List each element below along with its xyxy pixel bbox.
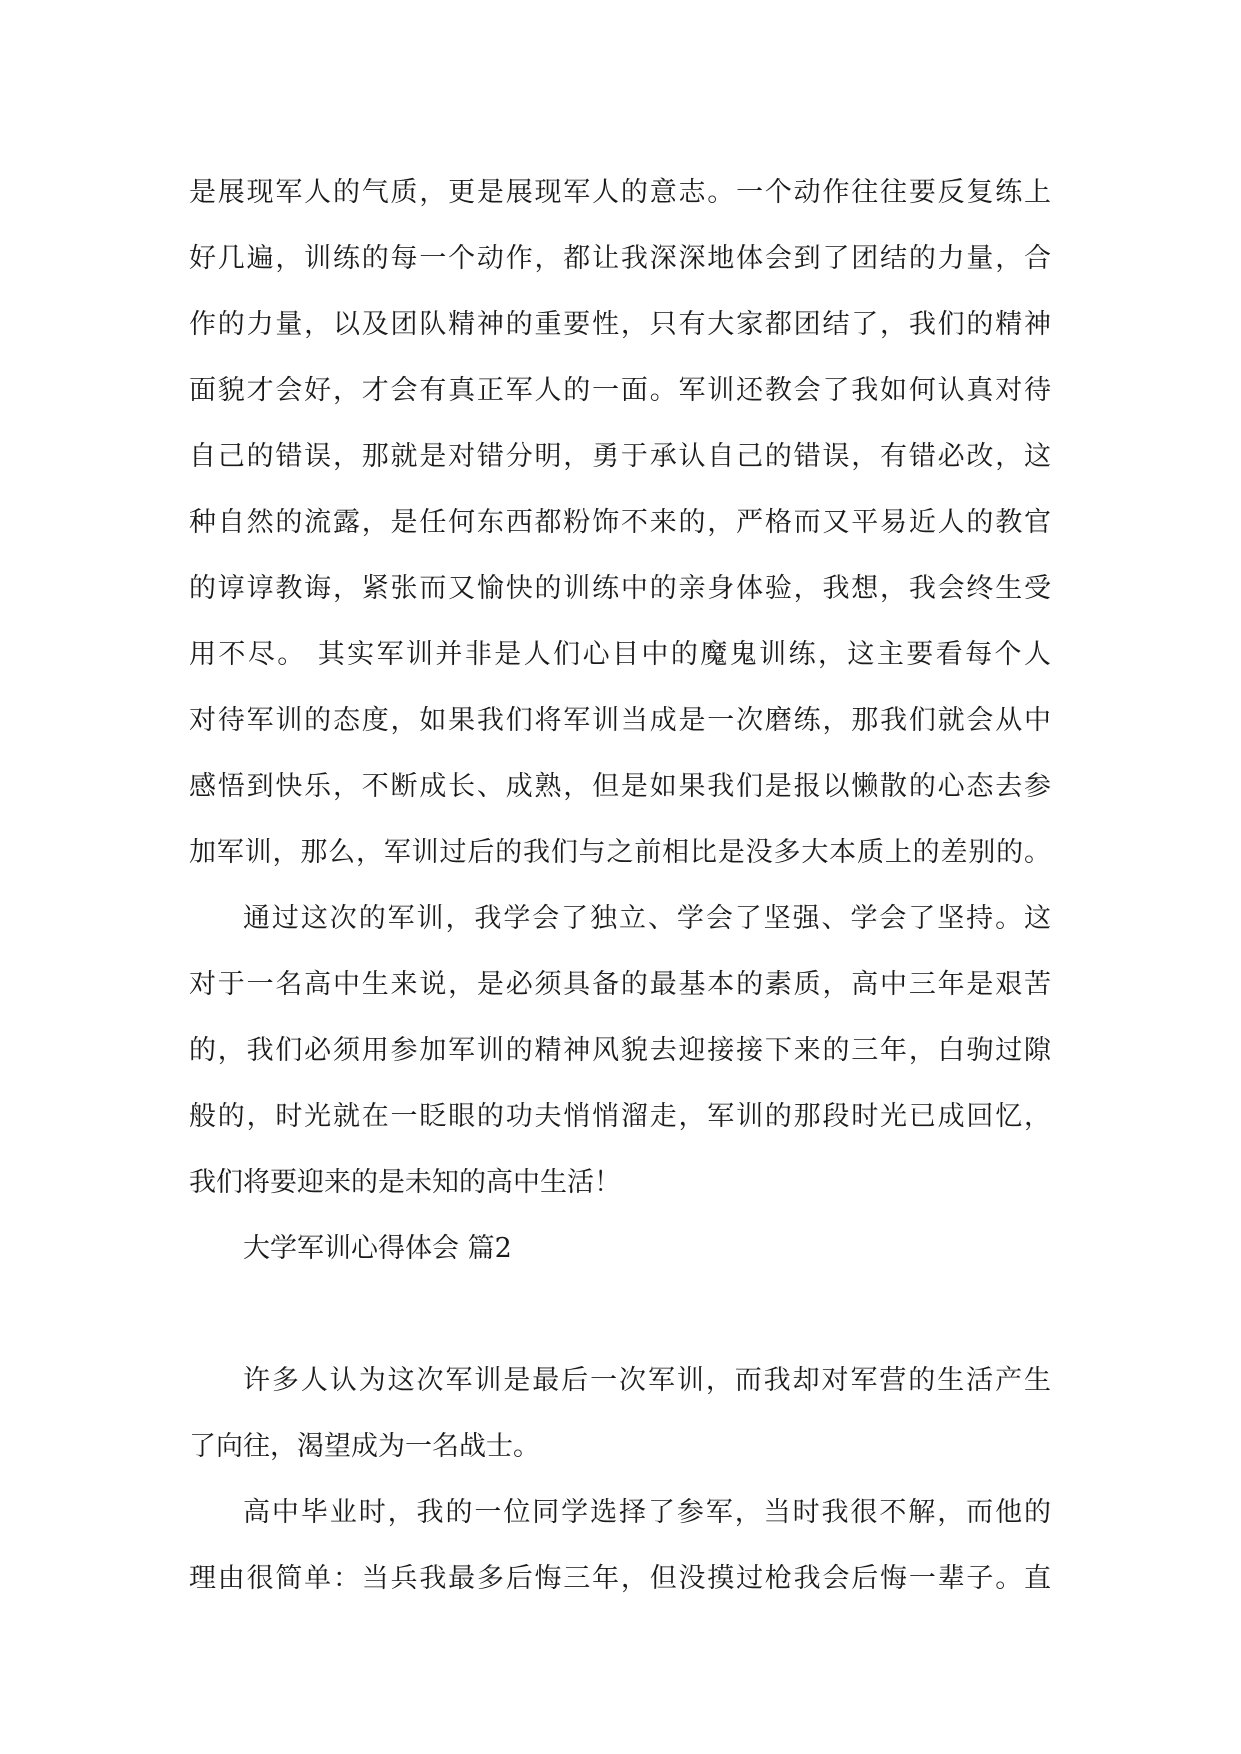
text-line: 面貌才会好，才会有真正军人的一面。军训还教会了我如何认真对待: [189, 375, 1051, 406]
text-line: 感悟到快乐，不断成长、成熟，但是如果我们是报以懒散的心态去参: [189, 771, 1051, 802]
paragraph: [189, 886, 1051, 1216]
text-line: 许多人认为这次军训是最后一次军训，而我却对军营的生活产生: [243, 1365, 1051, 1396]
paragraph: [189, 160, 1051, 886]
paragraph: [189, 1480, 1051, 1612]
blank-line: [189, 1282, 1051, 1348]
paragraph: [189, 1348, 1051, 1480]
text-line: 的，我们必须用参加军训的精神风貌去迎接接下来的三年，白驹过隙: [189, 1035, 1051, 1066]
text-line: 对于一名高中生来说，是必须具备的最基本的素质，高中三年是艰苦: [189, 969, 1051, 1000]
text-line: 的谆谆教诲，紧张而又愉快的训练中的亲身体验，我想，我会终生受: [189, 573, 1051, 604]
text-line: 好几遍，训练的每一个动作，都让我深深地体会到了团结的力量，合: [189, 243, 1051, 274]
text-line: 用不尽。 其实军训并非是人们心目中的魔鬼训练，这主要看每个人: [189, 639, 1051, 670]
document-body: [189, 160, 1051, 1612]
text-line: 高中毕业时，我的一位同学选择了参军，当时我很不解，而他的: [243, 1497, 1051, 1528]
text-line: 是展现军人的气质，更是展现军人的意志。一个动作往往要反复练上: [189, 177, 1051, 208]
heading-text: 大学军训心得体会 篇2: [243, 1233, 512, 1264]
text-line: 自己的错误，那就是对错分明，勇于承认自己的错误，有错必改，这: [189, 441, 1051, 472]
text-line: 作的力量，以及团队精神的重要性，只有大家都团结了，我们的精神: [189, 309, 1051, 340]
text-line: 对待军训的态度，如果我们将军训当成是一次磨练，那我们就会从中: [189, 705, 1051, 736]
text-line: 我们将要迎来的是未知的高中生活！: [189, 1167, 621, 1198]
text-line: 加军训，那么，军训过后的我们与之前相比是没多大本质上的差别的。: [189, 837, 1051, 868]
text-line: 通过这次的军训，我学会了独立、学会了坚强、学会了坚持。这: [243, 903, 1051, 934]
text-line: 理由很简单：当兵我最多后悔三年，但没摸过枪我会后悔一辈子。直: [189, 1563, 1051, 1594]
text-line: 了向往，渴望成为一名战士。: [189, 1431, 540, 1462]
text-line: 般的，时光就在一眨眼的功夫悄悄溜走，军训的那段时光已成回忆，: [189, 1101, 1051, 1132]
text-line: 种自然的流露，是任何东西都粉饰不来的，严格而又平易近人的教官: [189, 507, 1051, 538]
section-heading: [189, 1216, 1051, 1282]
